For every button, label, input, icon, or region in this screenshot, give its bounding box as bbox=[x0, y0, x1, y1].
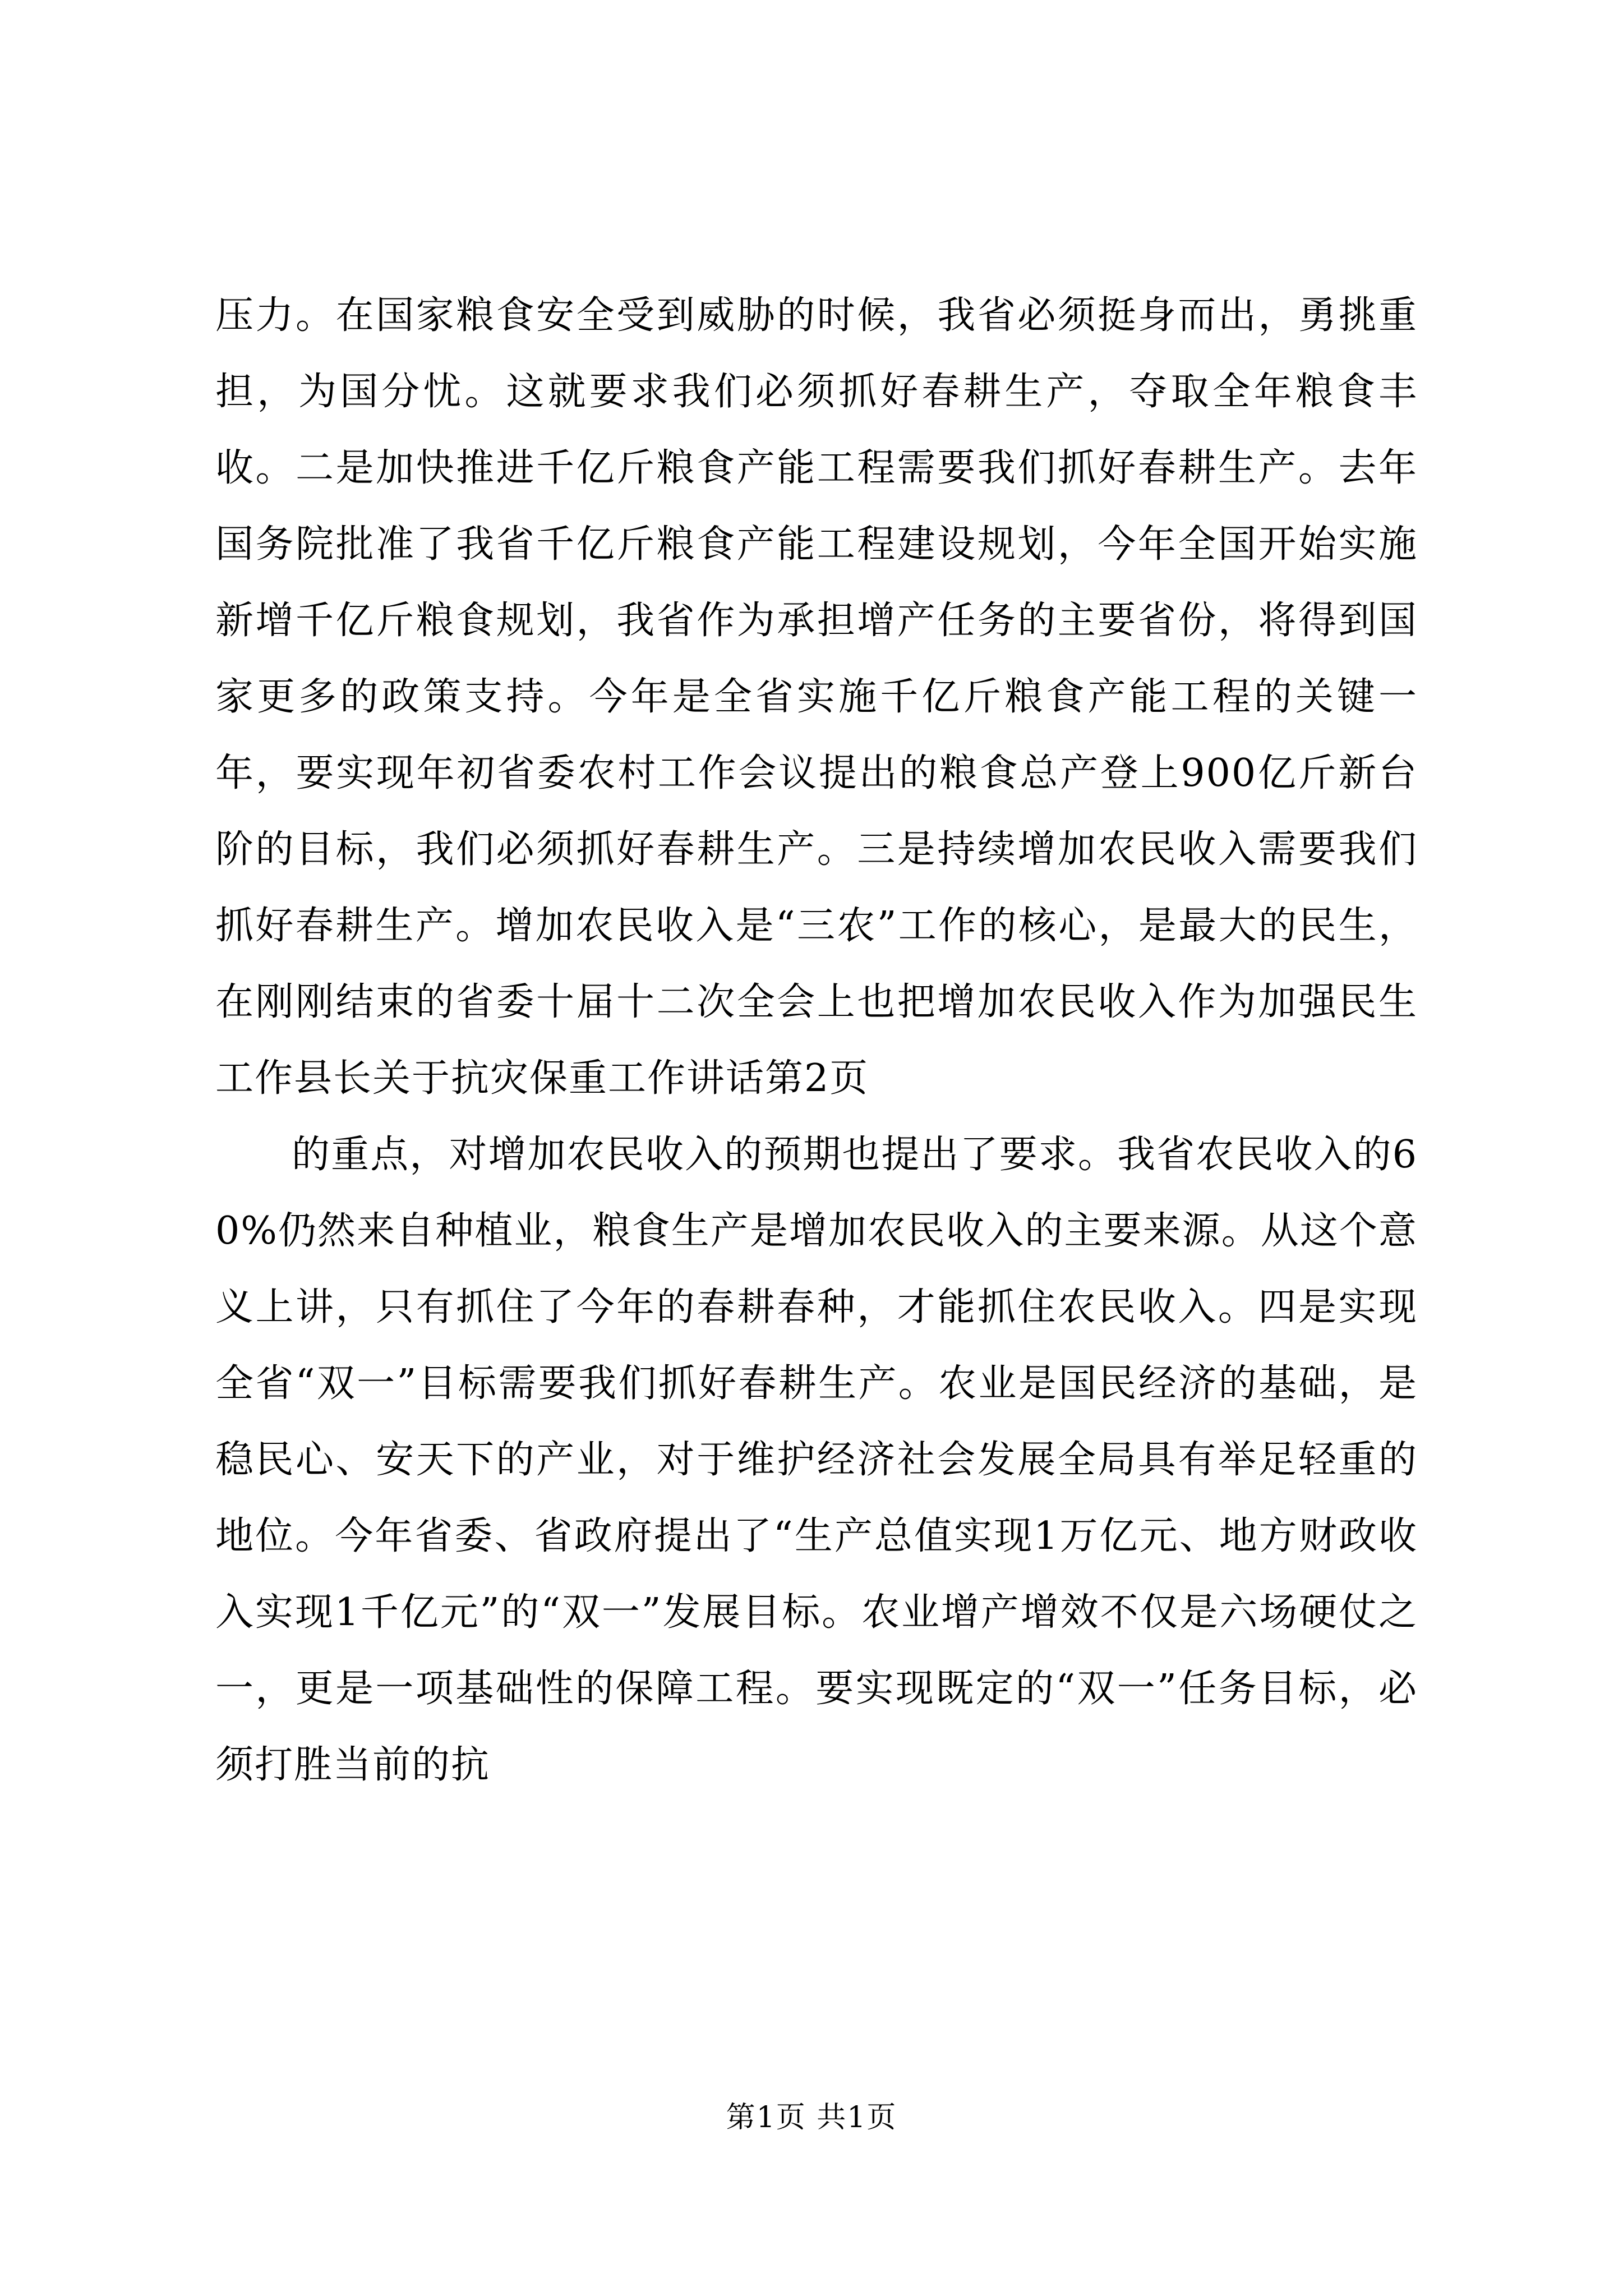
page-footer: 第1页 共1页 bbox=[726, 2101, 897, 2134]
body-paragraph: 的重点，对增加农民收入的预期也提出了要求。我省农民收入的60%仍然来自种植业，粮食生产是增加农民收入的主要来源。从这个意义上讲，只有抓住了今年的春耕春种，才能抓住农民收入。四是实现全省“双一”目标需要我们抓好春耕生产。农业是国民经济的基础，是稳民心、安天下的产业，对于维护经济社会发展全局具有举足轻重的地位。今年省委、省政府提出了“生产总值实现1万亿元、地方财政收入实现1千亿元”的“双一”发展目标。农业增产增效不仅是六场硬仗之一，更是一项基础性的保障工程。要实现既定的“双一”任务目标，必须打胜当前的抗 bbox=[215, 1133, 1418, 1787]
document-body bbox=[215, 278, 1418, 1803]
body-paragraph: 压力。在国家粮食安全受到威胁的时候，我省必须挺身而出，勇挑重担，为国分忧。这就要求我们必须抓好春耕生产，夺取全年粮食丰收。二是加快推进千亿斤粮食产能工程需要我们抓好春耕生产。去年国务院批准了我省千亿斤粮食产能工程建设规划，今年全国开始实施新增千亿斤粮食规划，我省作为承担增产任务的主要省份，将得到国家更多的政策支持。今年是全省实施千亿斤粮食产能工程的关键一年，要实现年初省委农村工作会议提出的粮食总产登上900亿斤新台阶的目标，我们必须抓好春耕生产。三是持续增加农民收入需要我们抓好春耕生产。增加农民收入是“三农”工作的核心，是最大的民生，在刚刚结束的省委十届十二次全会上也把增加农民收入作为加强民生工作县长关于抗灾保重工作讲话第2页 bbox=[215, 293, 1418, 1101]
